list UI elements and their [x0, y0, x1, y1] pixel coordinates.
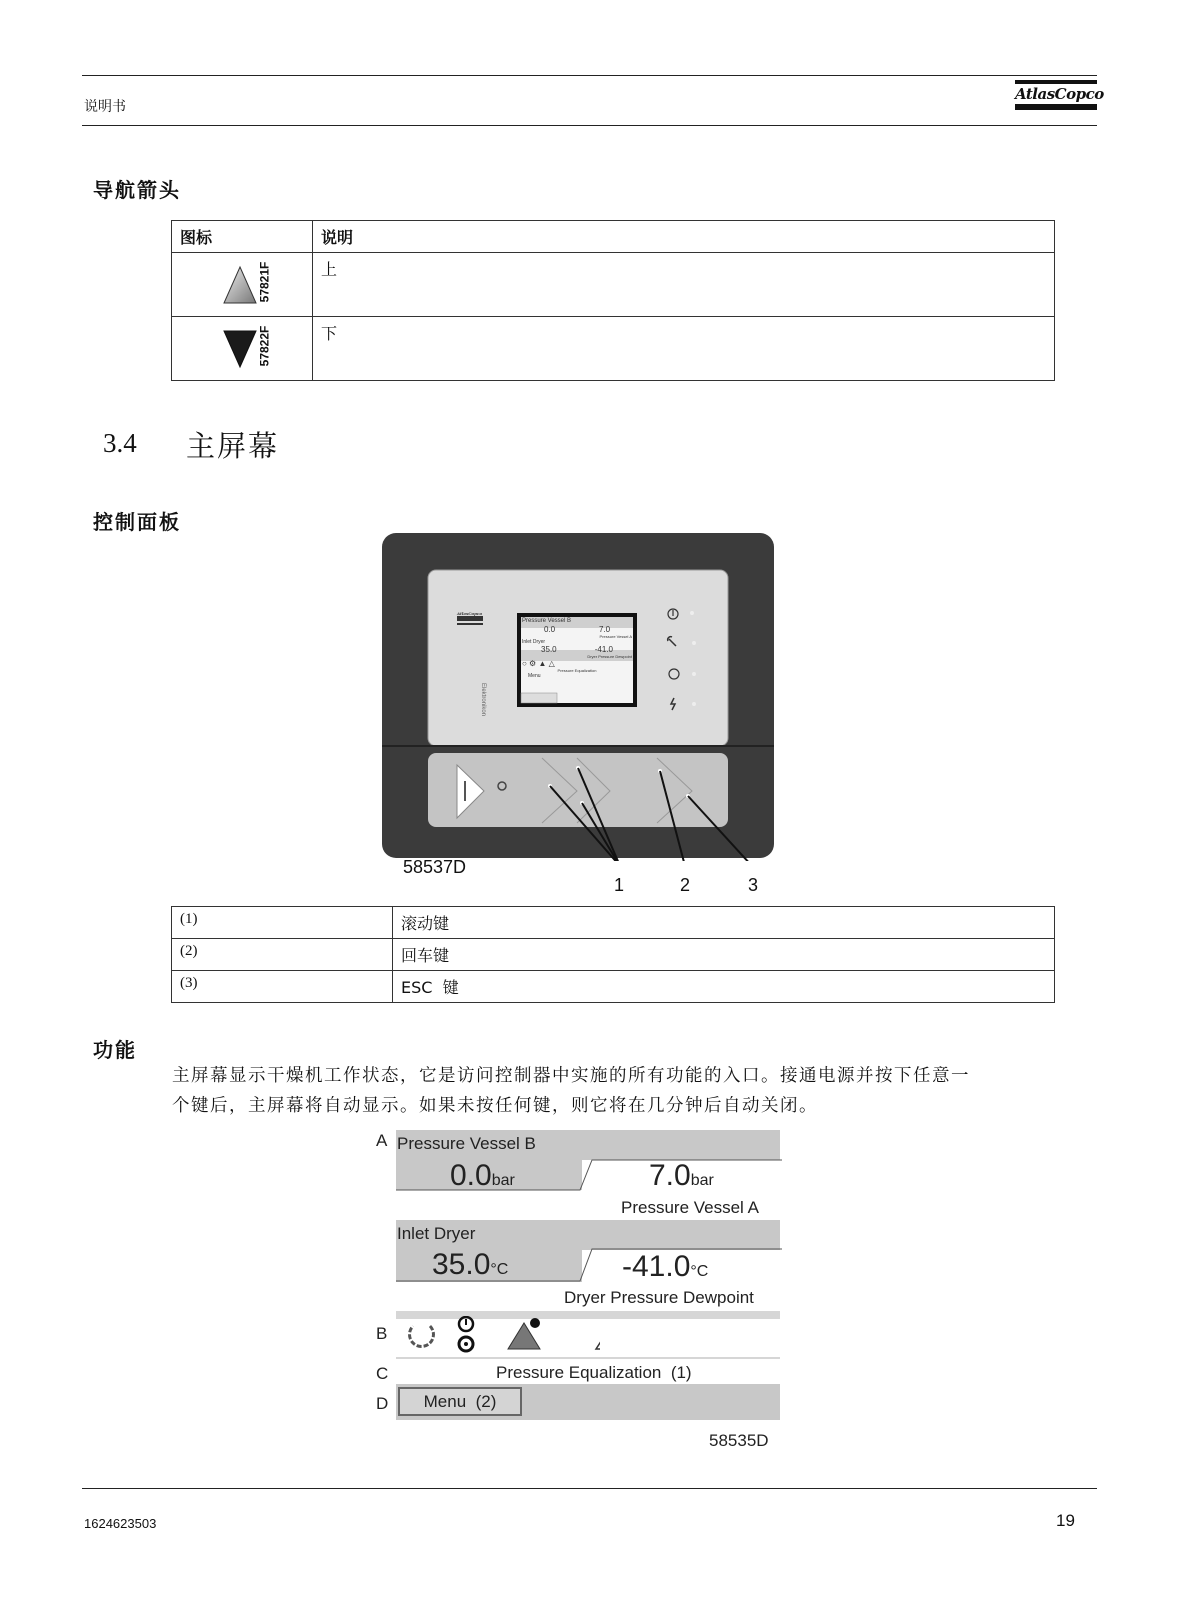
keys-table: [171, 906, 1055, 1003]
section-number: 3.4: [103, 428, 137, 458]
header-top-rule: [82, 75, 1097, 76]
section-title: 主屏幕: [186, 429, 280, 463]
figure-code: 58537D: [403, 857, 467, 877]
footer-rule: [82, 1488, 1097, 1489]
screen-figure-code: 58535D: [709, 1431, 769, 1450]
mini-screen: Pressure Vessel B 0.0 7.0 Pressure Vessel A Inlet Dryer 35.0 -41.0 Dryer Pressure Dewpoint ○ ⚙ ▲ △ Pressure Equalization Menu: [522, 618, 632, 679]
dewpoint-label: Dryer Pressure Dewpoint: [564, 1288, 754, 1307]
table-header-desc: 说明: [313, 221, 1055, 253]
table-row: [172, 317, 1055, 381]
function-text-line2: 个键后，主屏幕将自动显示。如果未按任何键，则它将在几分钟后自动关闭。: [172, 1096, 818, 1116]
menu-button[interactable]: Menu (2): [398, 1387, 522, 1416]
doc-number: 1624623503: [84, 1516, 157, 1531]
dewpoint-value: -41.0°C: [622, 1250, 709, 1283]
table-cell: 上: [313, 253, 1055, 317]
function-heading: 功能: [93, 1038, 137, 1062]
callout-3: 3: [748, 875, 759, 895]
icon-code: 57821F: [257, 261, 272, 303]
pv-a-label: Pressure Vessel A: [621, 1198, 759, 1217]
pv-b-label: Pressure Vessel B: [397, 1134, 536, 1153]
inlet-dryer-label: Inlet Dryer: [397, 1224, 476, 1243]
control-panel-heading: 控制面板: [93, 510, 181, 534]
warning-icon: [596, 1323, 600, 1349]
status-text: Pressure Equalization (1): [496, 1363, 692, 1382]
main-screen-figure: [372, 1128, 784, 1460]
table-row: [172, 253, 1055, 317]
pv-a-value: 7.0bar: [649, 1159, 714, 1192]
panel-logo: AtlasCopco: [457, 611, 482, 616]
function-text-line1: 主屏幕显示干燥机工作状态，它是访问控制器中实施的所有功能的入口。接通电源并按下任意一: [172, 1066, 970, 1086]
inlet-dryer-value: 35.0°C: [432, 1248, 509, 1281]
nav-arrows-heading: 导航箭头: [93, 178, 181, 202]
table-cell: 下: [313, 317, 1055, 381]
icon-code: 57822F: [257, 325, 272, 367]
nav-arrows-table: [171, 220, 1055, 381]
pv-b-value: 0.0bar: [450, 1159, 515, 1192]
control-panel-figure: [382, 533, 774, 861]
atlas-copco-logo: AtlasCopco: [1015, 80, 1097, 110]
table-row: (2) 回车键: [172, 939, 1055, 971]
callout-2: 2: [680, 875, 691, 895]
triangle-down-icon: [222, 329, 258, 369]
row-letter-a: A: [376, 1131, 388, 1150]
header-title: 说明书: [84, 99, 126, 115]
callout-1: 1: [614, 875, 625, 895]
row-letter-d: D: [376, 1394, 389, 1413]
triangle-up-icon: [222, 265, 258, 305]
row-letter-c: C: [376, 1364, 389, 1383]
table-header-icon: 图标: [172, 221, 313, 253]
page-number: 19: [1056, 1511, 1075, 1530]
refresh-icon: [410, 1326, 434, 1346]
table-row: (1) 滚动键: [172, 907, 1055, 939]
row-letter-b: B: [376, 1324, 388, 1343]
header-bottom-rule: [82, 125, 1097, 126]
svg-text:Elektronikon: Elektronikon: [480, 683, 486, 717]
table-row: (3) ESC 键: [172, 971, 1055, 1003]
